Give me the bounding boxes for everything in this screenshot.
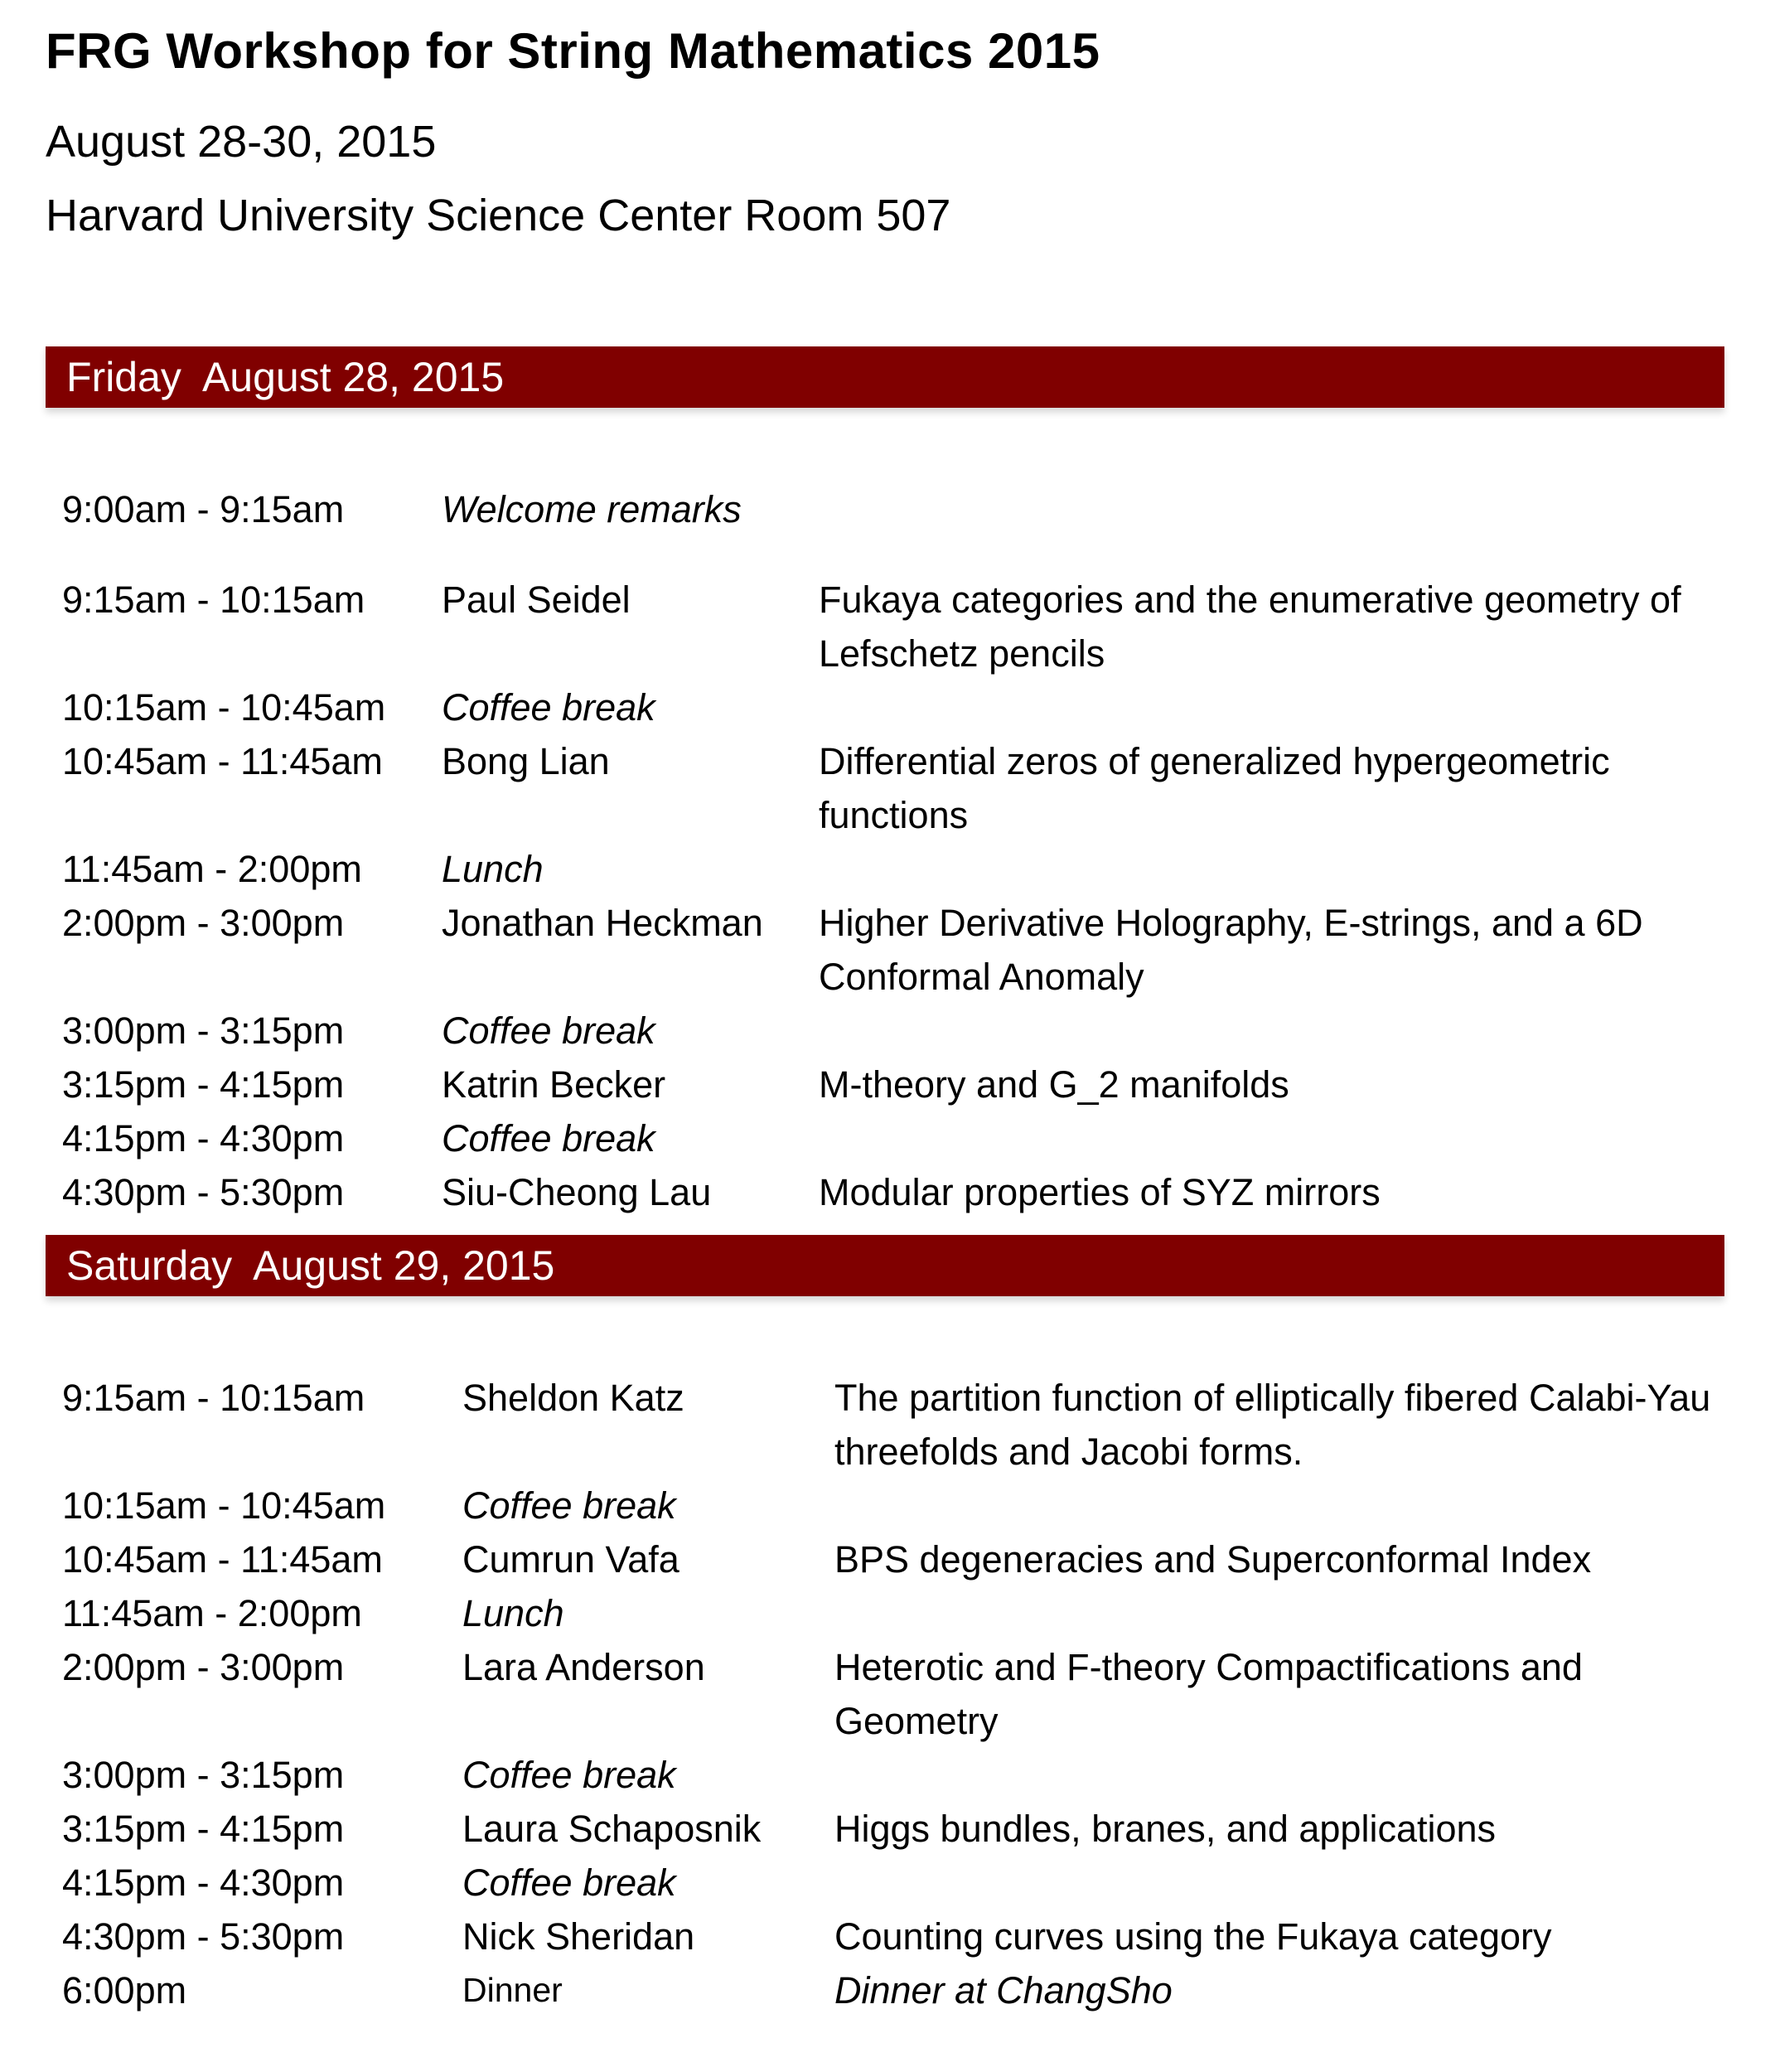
schedule-row — [62, 1058, 1724, 1111]
schedule-row — [62, 1748, 1724, 1802]
talk-title — [819, 482, 1724, 536]
talk-title: Fukaya categories and the enumerative geometry of Lefschetz pencils — [819, 579, 1681, 675]
talk-title: Counting curves using the Fukaya category — [834, 1915, 1552, 1958]
event-or-speaker: Laura Schaposnik — [462, 1808, 762, 1850]
day-rows — [46, 408, 1724, 1219]
schedule-row — [62, 1856, 1724, 1910]
event-or-speaker: Lunch — [442, 848, 544, 890]
schedule-row — [62, 1479, 1724, 1532]
schedule-row — [62, 680, 1724, 734]
schedule-row — [62, 896, 1724, 1004]
event-or-speaker: Coffee break — [442, 686, 655, 729]
time-range: 4:30pm - 5:30pm — [62, 1915, 345, 1958]
time-range: 11:45am - 2:00pm — [62, 848, 362, 890]
time-range: 3:00pm - 3:15pm — [62, 1754, 345, 1796]
time-range: 3:15pm - 4:15pm — [62, 1063, 345, 1106]
time-range: 10:45am - 11:45am — [62, 740, 383, 782]
talk-title: Heterotic and F-theory Compactifications and Geometry — [834, 1646, 1583, 1742]
schedule-row — [62, 1532, 1724, 1586]
event-or-speaker: Katrin Becker — [442, 1063, 666, 1106]
event-or-speaker: Coffee break — [442, 1117, 655, 1159]
time-range: 9:00am - 9:15am — [62, 488, 345, 530]
time-range: 9:15am - 10:15am — [62, 1377, 365, 1419]
event-or-speaker: Paul Seidel — [442, 579, 631, 621]
talk-title: Dinner at ChangSho — [834, 1969, 1173, 2011]
event-or-speaker: Coffee break — [462, 1754, 676, 1796]
schedule-row — [62, 1586, 1724, 1640]
event-or-speaker: Jonathan Heckman — [442, 902, 763, 944]
talk-title: Modular properties of SYZ mirrors — [819, 1171, 1381, 1213]
event-or-speaker: Siu-Cheong Lau — [442, 1171, 712, 1213]
talk-title: The partition function of elliptically fibered Calabi-Yau threefolds and Jacobi forms. — [834, 1377, 1711, 1473]
event-or-speaker: Coffee break — [442, 1009, 655, 1052]
time-range: 11:45am - 2:00pm — [62, 1592, 362, 1634]
time-range: 3:15pm - 4:15pm — [62, 1808, 345, 1850]
time-range: 9:15am - 10:15am — [62, 579, 365, 621]
time-range: 10:45am - 11:45am — [62, 1538, 383, 1581]
talk-title: Differential zeros of generalized hypergeometric functions — [819, 740, 1610, 836]
schedule-row — [62, 1802, 1724, 1856]
talk-title — [819, 1111, 1724, 1165]
talk-title — [819, 842, 1724, 896]
page-subtitle-block — [46, 105, 1724, 253]
time-range: 4:15pm - 4:30pm — [62, 1117, 345, 1159]
day-rows — [46, 1296, 1724, 2017]
schedule-row — [62, 1004, 1724, 1058]
time-range: 10:15am - 10:45am — [62, 686, 386, 729]
day-section — [46, 346, 1724, 1219]
talk-title — [834, 1479, 1724, 1532]
event-or-speaker: Dinner — [462, 1971, 563, 2009]
time-range: 6:00pm — [62, 1969, 187, 2011]
talk-title — [834, 1856, 1724, 1910]
schedule-row — [62, 482, 1724, 536]
talk-title: Higgs bundles, branes, and applications — [834, 1808, 1497, 1850]
time-range: 4:30pm - 5:30pm — [62, 1171, 345, 1213]
time-range: 4:15pm - 4:30pm — [62, 1861, 345, 1904]
event-or-speaker: Coffee break — [462, 1861, 676, 1904]
talk-title: Higher Derivative Holography, E-strings, and a 6D Conformal Anomaly — [819, 902, 1643, 998]
time-range: 10:15am - 10:45am — [62, 1484, 386, 1527]
schedule-row — [62, 1910, 1724, 1963]
time-range: 2:00pm - 3:00pm — [62, 902, 345, 944]
talk-title — [834, 1586, 1724, 1640]
talk-title — [819, 680, 1724, 734]
day-banner: Friday August 28, 2015 — [46, 346, 1724, 408]
schedule-row — [62, 1111, 1724, 1165]
event-or-speaker: Cumrun Vafa — [462, 1538, 679, 1581]
page-header — [46, 25, 1724, 253]
event-or-speaker: Lunch — [462, 1592, 564, 1634]
event-or-speaker: Sheldon Katz — [462, 1377, 684, 1419]
event-or-speaker: Coffee break — [462, 1484, 676, 1527]
time-range: 2:00pm - 3:00pm — [62, 1646, 345, 1688]
time-range: 3:00pm - 3:15pm — [62, 1009, 345, 1052]
day-banner: Saturday August 29, 2015 — [46, 1235, 1724, 1296]
event-or-speaker: Welcome remarks — [442, 488, 742, 530]
talk-title: M-theory and G_2 manifolds — [819, 1063, 1289, 1106]
event-or-speaker: Bong Lian — [442, 740, 610, 782]
schedule-row — [62, 1640, 1724, 1748]
schedule-row — [62, 1371, 1724, 1479]
location-text: Harvard University Science Center Room 507 — [46, 191, 951, 240]
schedule-row — [62, 734, 1724, 842]
talk-title — [834, 1748, 1724, 1802]
date-range-text: August 28-30, 2015 — [46, 117, 437, 167]
schedule-row — [62, 1963, 1724, 2017]
page-title: FRG Workshop for String Mathematics 2015 — [46, 23, 1100, 79]
schedule — [46, 346, 1724, 2017]
talk-title: BPS degeneracies and Superconformal Index — [834, 1538, 1592, 1581]
schedule-row — [62, 573, 1724, 680]
schedule-row — [62, 1165, 1724, 1219]
event-or-speaker: Nick Sheridan — [462, 1915, 695, 1958]
talk-title — [819, 1004, 1724, 1058]
schedule-row — [62, 842, 1724, 896]
day-section — [46, 1235, 1724, 2017]
event-or-speaker: Lara Anderson — [462, 1646, 705, 1688]
